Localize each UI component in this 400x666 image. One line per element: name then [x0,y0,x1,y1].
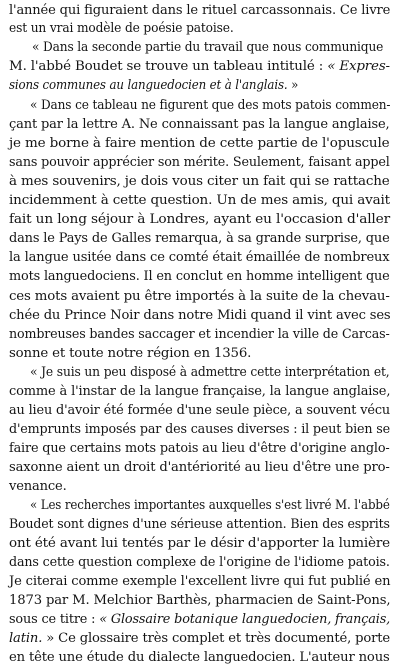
text-line [9,79,298,92]
italic-text: « Expres- [327,58,390,73]
line-text: venance. [9,478,67,493]
line-text: fait un long séjour à Londres, ayant eu l'occasion d'aller [9,211,391,226]
italic-text: « Glossaire botanique languedocien, français, [99,611,391,626]
text-line [9,137,389,150]
line-text: 1873 par M. Melchior Barthès, pharmacien de Saint-Pons, [9,592,391,607]
line-text: nombreuses bandes saccager et incendier la ville de Carcas- [9,326,390,341]
line-text: l'année qui figuraient dans le rituel carcassonnais. Ce livre [9,2,391,17]
text-line [9,632,390,645]
text-line [9,442,390,455]
line-text: M. l'abbé Boudet se trouve un tableau intitulé : [9,58,328,73]
line-text: au lieu d'avoir été formée d'une seule pièce, a souvent vécu [9,402,391,417]
line-text: à mes souvenirs, je dois vous citer un fait qui se rattache [9,173,390,188]
text-line [9,118,390,131]
text-line [30,499,390,512]
line-text: sonne et toute notre région en 1356. [9,345,252,360]
line-text: saxonne aient un droit d'antériorité au lieu d'être une pro- [9,459,390,474]
text-line [9,347,251,360]
text-line [9,404,390,417]
line-text: » [287,77,299,92]
text-line [9,22,234,35]
text-line [9,461,390,474]
text-line [9,4,390,17]
line-text: comme à l'instar de la langue française, la langue anglaise, [9,383,391,398]
text-line [9,251,389,264]
text-line [9,290,390,303]
text-line [30,366,390,379]
line-text: « Dans la seconde partie du travail que nous communique [32,39,384,54]
line-text: est un vrai modèle de poésie patoise. [9,20,234,35]
line-text: faire que certains mots patois au lieu d'être d'origine anglo- [9,440,390,455]
text-line [9,385,390,398]
line-text: » Ce glossaire très complet et très documenté, porte [42,630,391,645]
line-text: Boudet sont dignes d'une sérieuse attention. Bien des esprits [9,516,390,531]
text-line [9,575,390,588]
text-line [9,328,390,341]
text-line [9,232,390,245]
line-text: « Les recherches importantes auxquelles s'est livré M. l'abbé [30,497,390,512]
text-line [9,480,67,493]
line-text: la langue usitée dans ce comté était émaillée de nombreux [9,249,390,264]
text-line [30,99,390,112]
text-line [32,41,383,54]
line-text: incidemment à cette question. Un de mes amis, qui avait [9,192,390,207]
italic-text: latin. [9,630,43,645]
line-text: ont été avant lui tentés par le désir d'apporter la lumière [9,535,390,550]
text-line [9,175,390,188]
line-text: sous ce titre : [9,611,100,626]
text-line [9,556,390,569]
line-text: d'emprunts imposés par des causes diverses : il peut bien se [9,421,390,436]
line-text: « Dans ce tableau ne figurent que des mots patois commen- [30,97,391,112]
line-text: dans le Pays de Galles remarqua, à sa grande surprise, que [9,230,390,245]
text-line [9,194,390,207]
text-line [9,518,390,531]
text-line [9,594,390,607]
line-text: « Je suis un peu disposé à admettre cette interprétation et, [30,364,390,379]
line-text: ces mots avaient pu être importés à la suite de la chevau- [9,288,390,303]
text-line [9,423,390,436]
line-text: je me borne à faire mention de cette partie de l'opuscule [9,135,390,150]
line-text: sans pouvoir apprécier son mérite. Seulement, faisant appel [9,154,390,169]
line-text: chée du Prince Noir dans notre Midi quand il vint avec ses [9,307,391,322]
line-text: Je citerai comme exemple l'excellent livre qui fut publié en [9,573,391,588]
text-line [9,651,390,664]
text-line [9,537,390,550]
text-line [9,309,391,322]
line-text: mots languedociens. Il en conclut en homme intelligent que [9,268,390,283]
line-text: en tête une étude du dialecte languedocien. L'auteur nous [9,649,390,664]
text-line [9,60,390,73]
text-line [9,613,390,626]
text-line [9,270,390,283]
italic-text: sions communes au languedocien et à l'anglais. [9,77,288,92]
line-text: dans cette question complexe de l'origine de l'idiome patois. [9,554,390,569]
line-text: çant par la lettre A. Ne connaissant pas la langue anglaise, [9,116,390,131]
text-line [9,213,390,226]
text-line [9,156,390,169]
